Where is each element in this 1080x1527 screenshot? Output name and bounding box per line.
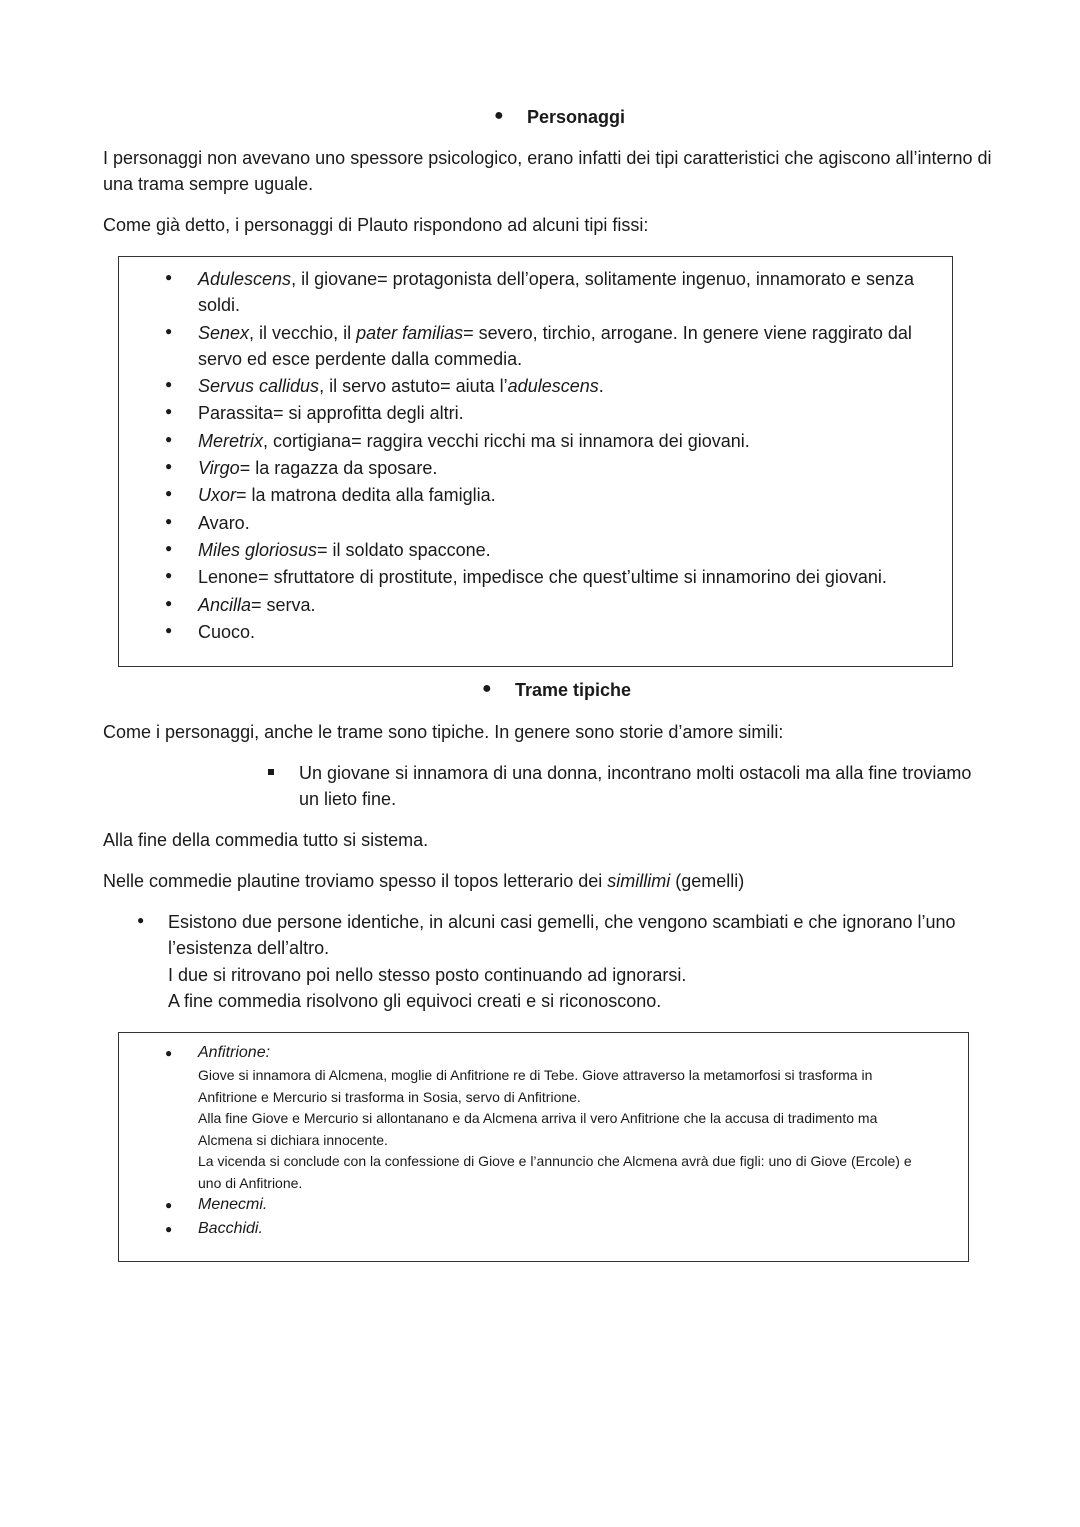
character-term: Adulescens xyxy=(198,269,292,289)
character-description: , il vecchio, il xyxy=(249,323,357,343)
bullet-icon: ● xyxy=(165,623,173,637)
character-description: Cuoco. xyxy=(198,622,256,642)
twins-line4: A fine commedia risolvono gli equivoci creati e si riconoscono. xyxy=(168,991,662,1011)
anfitrione-summary-line: La vicenda si conclude con la confessione di Giove e l’annuncio che Alcmena avrà due figli: uno di Giove (Ercole) e xyxy=(198,1153,912,1169)
text-run: (gemelli) xyxy=(670,871,745,891)
play-title-anfitrione: Anfitrione: xyxy=(198,1044,271,1061)
character-description: = il soldato spaccone. xyxy=(317,540,491,560)
character-item xyxy=(198,482,496,508)
character-description: = la ragazza da sposare. xyxy=(239,458,438,478)
square-bullet-icon xyxy=(268,769,274,775)
character-description: servo ed esce perdente dalla commedia. xyxy=(198,349,523,369)
anfitrione-summary-line: uno di Anfitrione. xyxy=(198,1174,303,1191)
character-item xyxy=(198,400,464,426)
character-description: , il giovane= protagonista dell’opera, solitamente ingenuo, innamorato e senza xyxy=(291,269,914,289)
heading-bullet: ● xyxy=(482,680,492,697)
character-item xyxy=(198,373,604,399)
bullet-icon: ● xyxy=(165,1046,173,1060)
italic-term: simillimi xyxy=(607,871,671,891)
bullet-icon: ● xyxy=(165,270,173,284)
character-item xyxy=(198,428,750,454)
character-description: = serva. xyxy=(251,595,316,615)
anfitrione-summary-line: Giove si innamora di Alcmena, moglie di Anfitrione re di Tebe. Giove attraverso la metamorfosi si trasforma in xyxy=(198,1067,873,1083)
twins-line2: l’esistenza dell’altro. xyxy=(168,938,330,958)
character-term: Servus callidus xyxy=(198,376,320,396)
bullet-icon: ● xyxy=(165,377,173,391)
play-title-menecmi: Menecmi. xyxy=(198,1196,268,1213)
list-item-plot-line1: Un giovane si innamora di una donna, incontrano molti ostacoli ma alla fine troviamo xyxy=(299,763,972,783)
character-description: = la matrona dedita alla famiglia. xyxy=(236,485,496,505)
bullet-icon: ● xyxy=(165,568,173,582)
character-item xyxy=(198,592,316,618)
bullet-icon: ● xyxy=(165,459,173,473)
bullet-icon: ● xyxy=(137,913,145,927)
twins-line3: I due si ritrovano poi nello stesso posto continuando ad ignorarsi. xyxy=(168,965,687,985)
character-term: Ancilla xyxy=(198,595,252,615)
character-description: Avaro. xyxy=(198,513,250,533)
paragraph-trame: Come i personaggi, anche le trame sono tipiche. In genere sono storie d’amore simili: xyxy=(103,722,784,742)
character-description: , il servo astuto= aiuta l’ xyxy=(319,376,508,396)
character-term: Miles gloriosus xyxy=(198,540,318,560)
anfitrione-summary-line: Anfitrione e Mercurio si trasforma in Sosia, servo di Anfitrione. xyxy=(198,1088,581,1105)
bullet-icon: ● xyxy=(165,1222,173,1236)
character-term: pater familias xyxy=(356,323,464,343)
character-description: , cortigiana= raggira vecchi ricchi ma si innamora dei giovani. xyxy=(263,431,750,451)
character-item xyxy=(198,619,255,645)
character-term: Senex xyxy=(198,323,250,343)
character-description: soldi. xyxy=(198,295,241,315)
paragraph-simillimi xyxy=(103,868,744,894)
bullet-icon: ● xyxy=(165,541,173,555)
bullet-icon: ● xyxy=(165,486,173,500)
character-item xyxy=(198,266,914,292)
character-term: Uxor xyxy=(198,485,237,505)
character-item xyxy=(198,510,250,536)
anfitrione-summary-line: Alcmena si dichiara innocente. xyxy=(198,1131,388,1148)
text-run: Nelle commedie plautine troviamo spesso il topos letterario dei xyxy=(103,871,608,891)
character-item xyxy=(198,292,240,318)
character-item xyxy=(198,320,912,346)
character-item xyxy=(198,455,437,481)
character-description: Parassita= si approfitta degli altri. xyxy=(198,403,464,423)
section-heading-trame: Trame tipiche xyxy=(515,680,632,700)
character-term: adulescens xyxy=(507,376,599,396)
character-term: Virgo xyxy=(198,458,240,478)
character-item xyxy=(198,346,522,372)
play-title-bacchidi: Bacchidi. xyxy=(198,1220,263,1237)
bullet-icon: ● xyxy=(165,404,173,418)
paragraph-tipi-fissi: Come già detto, i personaggi di Plauto rispondono ad alcuni tipi fissi: xyxy=(103,215,649,235)
bullet-icon: ● xyxy=(165,514,173,528)
paragraph-fine: Alla fine della commedia tutto si sistema. xyxy=(103,830,429,850)
twins-line1: Esistono due persone identiche, in alcuni casi gemelli, che vengono scambiati e che ignorano l’uno xyxy=(168,912,956,932)
character-description: = severo, tirchio, arrogane. In genere viene raggirato dal xyxy=(463,323,912,343)
character-item xyxy=(198,564,887,590)
character-description: . xyxy=(598,376,604,396)
character-item xyxy=(198,537,491,563)
section-heading-personaggi: Personaggi xyxy=(527,107,626,127)
anfitrione-summary-line: Alla fine Giove e Mercurio si allontanano e da Alcmena arriva il vero Anfitrione che la accusa di tradimento ma xyxy=(198,1110,878,1126)
paragraph-intro: I personaggi non avevano uno spessore psicologico, erano infatti dei tipi caratteristici che agiscono all’interno di una trama sempre uguale. xyxy=(103,148,992,194)
list-item-plot-line2: un lieto fine. xyxy=(299,789,397,809)
character-term: Meretrix xyxy=(198,431,264,451)
bullet-icon: ● xyxy=(165,596,173,610)
bullet-icon: ● xyxy=(165,324,173,338)
character-description: Lenone= sfruttatore di prostitute, impedisce che quest’ultime si innamorino dei giovani. xyxy=(198,567,887,587)
bullet-icon: ● xyxy=(165,1198,173,1212)
heading-bullet: ● xyxy=(494,107,504,124)
bullet-icon: ● xyxy=(165,432,173,446)
